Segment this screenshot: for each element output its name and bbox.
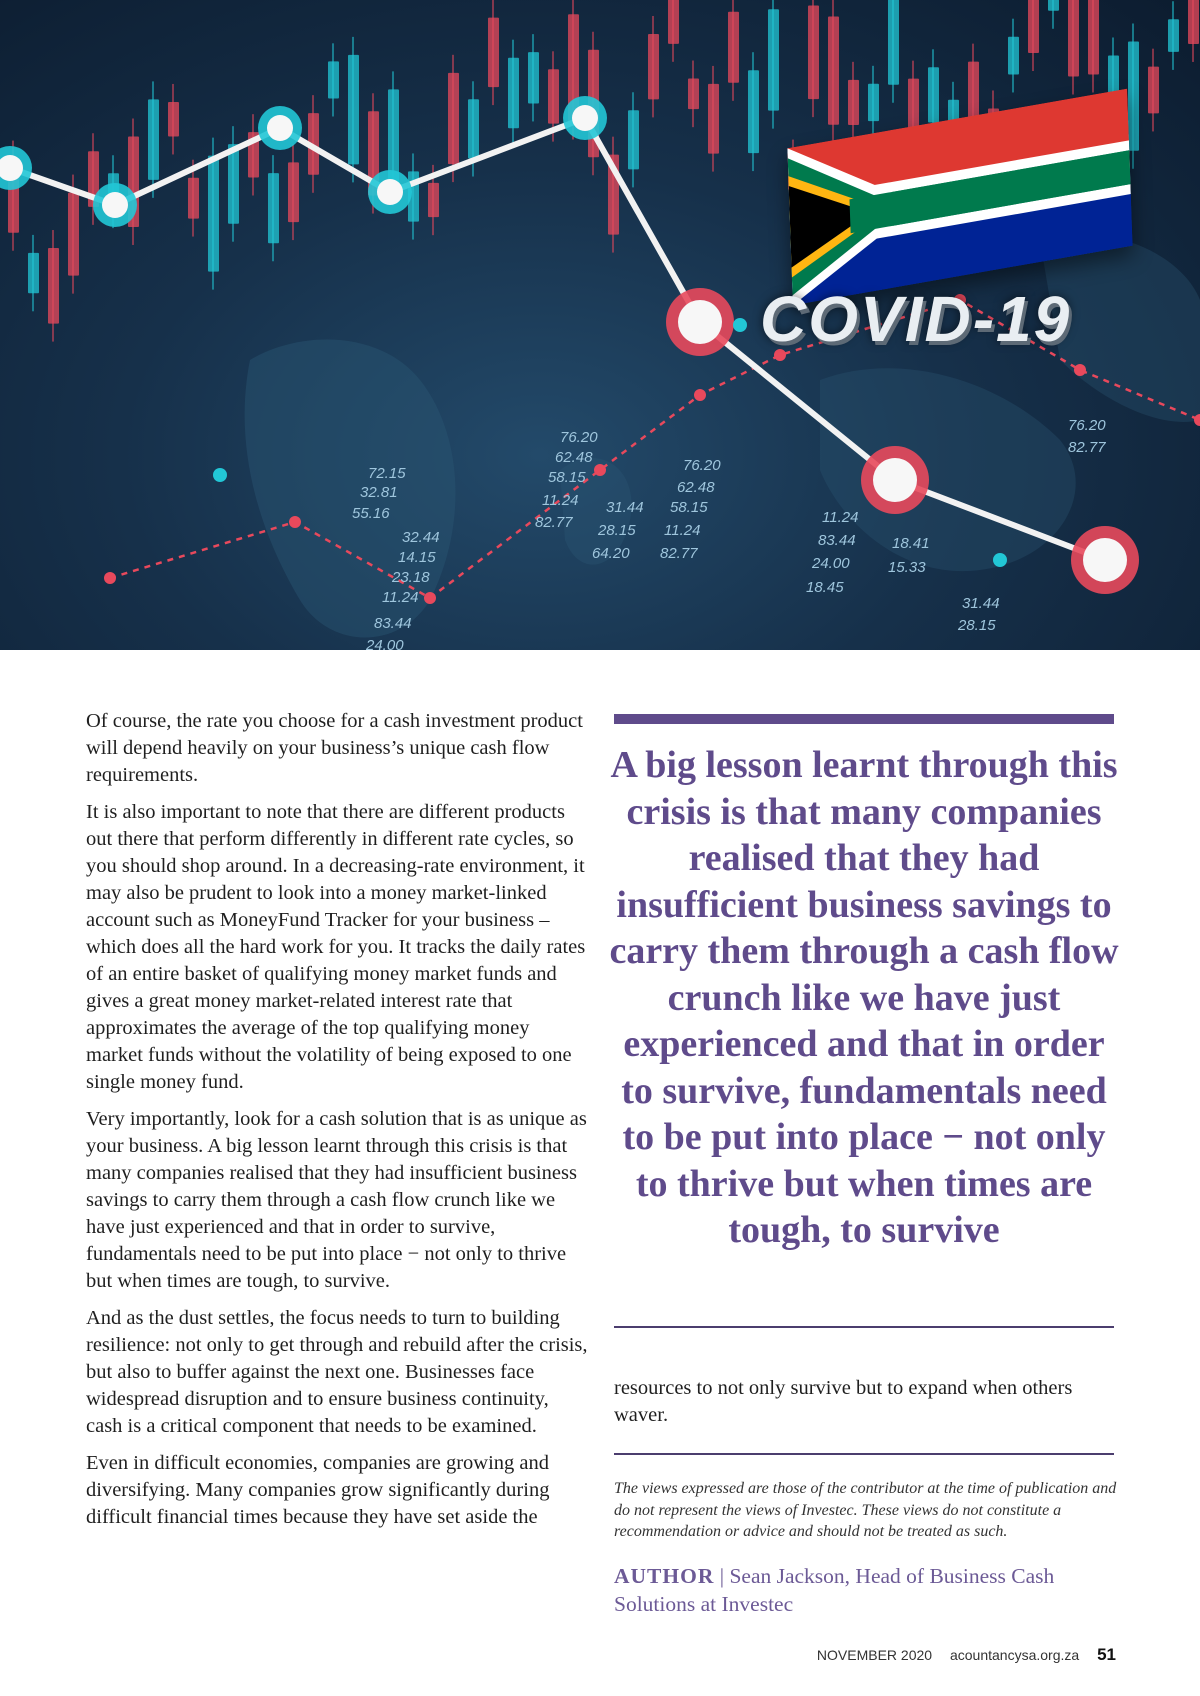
chart-number: 18.41 [892, 535, 930, 552]
candlestick [528, 52, 539, 103]
chart-number: 76.20 [560, 429, 598, 446]
chart-number: 58.15 [548, 469, 586, 486]
chart-number: 11.24 [664, 522, 701, 539]
paragraph: And as the dust settles, the focus needs to turn to building resilience: not only to get through and rebuild after the crisis, but also to buffer against the next one. Businesses face widespread disruption and to ensure business continuity, cash is a critical component that needs to be examined. [86, 1307, 588, 1437]
divider [614, 1453, 1114, 1455]
candlestick [628, 110, 639, 169]
chart-number: 76.20 [1068, 417, 1106, 434]
paragraph: Of course, the rate you choose for a cash investment product will depend heavily on your business’s unique cash flow requirements. [86, 710, 583, 786]
chart-number: 15.33 [888, 559, 926, 576]
chart-dot [104, 572, 116, 584]
candlestick [768, 9, 779, 110]
chart-number: 28.15 [958, 617, 996, 634]
chart-number: 24.00 [366, 637, 404, 650]
candlestick [168, 102, 179, 137]
page-footer [760, 1645, 1116, 1665]
chart-number: 58.15 [670, 499, 708, 516]
candlestick [68, 193, 79, 276]
issue-date: NOVEMBER 2020 [816, 1647, 933, 1663]
chart-dot [733, 318, 747, 332]
chart-number: 72.15 [368, 465, 406, 482]
chart-dot [694, 389, 706, 401]
candlestick [448, 73, 459, 164]
chart-number: 64.20 [592, 545, 630, 562]
candlestick [328, 61, 339, 98]
covid-19-title: COVID-19 [760, 283, 1072, 355]
chart-number: 82.77 [535, 514, 573, 531]
candlestick [188, 178, 199, 219]
chart-number: 11.24 [822, 509, 859, 526]
chart-number: 82.77 [1068, 439, 1106, 456]
chart-number: 62.48 [555, 449, 593, 466]
article-continuation: resources to not only survive but to expand when others waver. [614, 1377, 1073, 1426]
chart-number: 83.44 [818, 532, 856, 549]
chart-number: 31.44 [606, 499, 644, 516]
candlestick [1008, 37, 1019, 75]
candlestick [208, 156, 219, 272]
disclaimer: The views expressed are those of the contributor at the time of publication and do not represent the views of Investec. These views do not constitute a recommendation or advice and should not be treated as such. [614, 1480, 1117, 1540]
chart-number: 83.44 [374, 615, 412, 632]
candlestick [28, 253, 39, 293]
paragraph: Even in difficult economies, companies are growing and diversifying. Many companies grow significantly during difficult financial times because they have set aside the [86, 1452, 550, 1528]
chart-dot [213, 468, 227, 482]
candlestick [728, 12, 739, 83]
candlestick [428, 183, 439, 217]
chart-dot [993, 553, 1007, 567]
chart-number: 28.15 [598, 522, 636, 539]
chart-number: 18.45 [806, 579, 844, 596]
candlestick [1088, 0, 1099, 75]
candlestick [228, 144, 239, 224]
paragraph: Very importantly, look for a cash solution that is as unique as your business. A big lesson learnt through this crisis is that many companies realised that they had insufficient business savings to carry them through a cash flow crunch like we have just experienced and that in order to survive, fundamentals need to be put into place − not only to thrive but when times are tough, to survive. [86, 1108, 587, 1292]
hero-image [0, 0, 1200, 650]
candlestick [848, 80, 859, 125]
candlestick [808, 5, 819, 99]
chart-dot [424, 592, 436, 604]
candlestick [888, 0, 899, 85]
chart-number: 31.44 [962, 595, 1000, 612]
candlestick [1128, 41, 1139, 150]
candlestick [1168, 19, 1179, 52]
candlestick [708, 84, 719, 154]
candlestick [1188, 0, 1199, 44]
chart-dot [594, 464, 606, 476]
candlestick [1028, 0, 1039, 53]
candlestick [1148, 67, 1159, 114]
author-separator: | [714, 1564, 730, 1588]
candlestick [928, 67, 939, 122]
chart-number: 62.48 [677, 479, 715, 496]
candlestick [668, 0, 679, 44]
candlestick [1068, 0, 1079, 76]
page-number: 51 [1097, 1645, 1116, 1664]
candlestick [648, 34, 659, 99]
candlestick [268, 173, 279, 243]
candlestick [828, 16, 839, 124]
pull-quote-bottom-rule [614, 1326, 1114, 1328]
chart-number: 24.00 [812, 555, 850, 572]
candlestick [48, 248, 59, 324]
candlestick [748, 70, 759, 153]
chart-dot [1074, 364, 1086, 376]
author-credit [614, 1562, 1114, 1618]
candlestick [688, 79, 699, 110]
chart-number: 11.24 [382, 589, 419, 606]
website[interactable]: acountancysa.org.za [949, 1647, 1080, 1663]
candlestick [488, 18, 499, 87]
pull-quote-top-rule [614, 714, 1114, 724]
author-name: Sean Jackson, Head of Business Cash Solutions at Investec [614, 1564, 1055, 1616]
chart-number: 55.16 [352, 505, 390, 522]
candlestick [868, 84, 879, 121]
pull-quote: A big lesson learnt through this crisis is that many companies realised that they had insufficient business savings to carry them through a cash flow crunch like we have just experienced and that in order to survive, fundamentals need to be put into place − not only to thrive but when times are tough, to survive [609, 744, 1119, 1251]
chart-number: 76.20 [683, 457, 721, 474]
candlestick [468, 99, 479, 158]
candlestick [148, 99, 159, 179]
candlestick [548, 69, 559, 123]
chart-number: 82.77 [660, 545, 698, 562]
chart-number: 14.15 [398, 549, 436, 566]
candlestick [288, 162, 299, 222]
article-body-left [86, 708, 590, 1541]
chart-number: 32.81 [360, 484, 398, 501]
chart-dot [289, 516, 301, 528]
candlestick [348, 55, 359, 165]
candlestick [1048, 0, 1059, 11]
paragraph: It is also important to note that there are different products out there that perform differently in different rate cycles, so you should shop around. In a decreasing-rate environment, it may also be prudent to look into a money market-linked account such as MoneyFund Tracker for your business – which does all the hard work for you. It tracks the daily rates of an entire basket of qualifying money market funds and gives a great money market-related interest rate that approximates the average of the top qualifying money market funds without the volatility of being exposed to one single money fund. [86, 801, 586, 1093]
chart-number: 11.24 [542, 492, 579, 509]
candlestick [508, 58, 519, 129]
chart-number: 23.18 [392, 569, 430, 586]
author-label: AUTHOR [614, 1564, 715, 1588]
chart-number: 32.44 [402, 529, 440, 546]
